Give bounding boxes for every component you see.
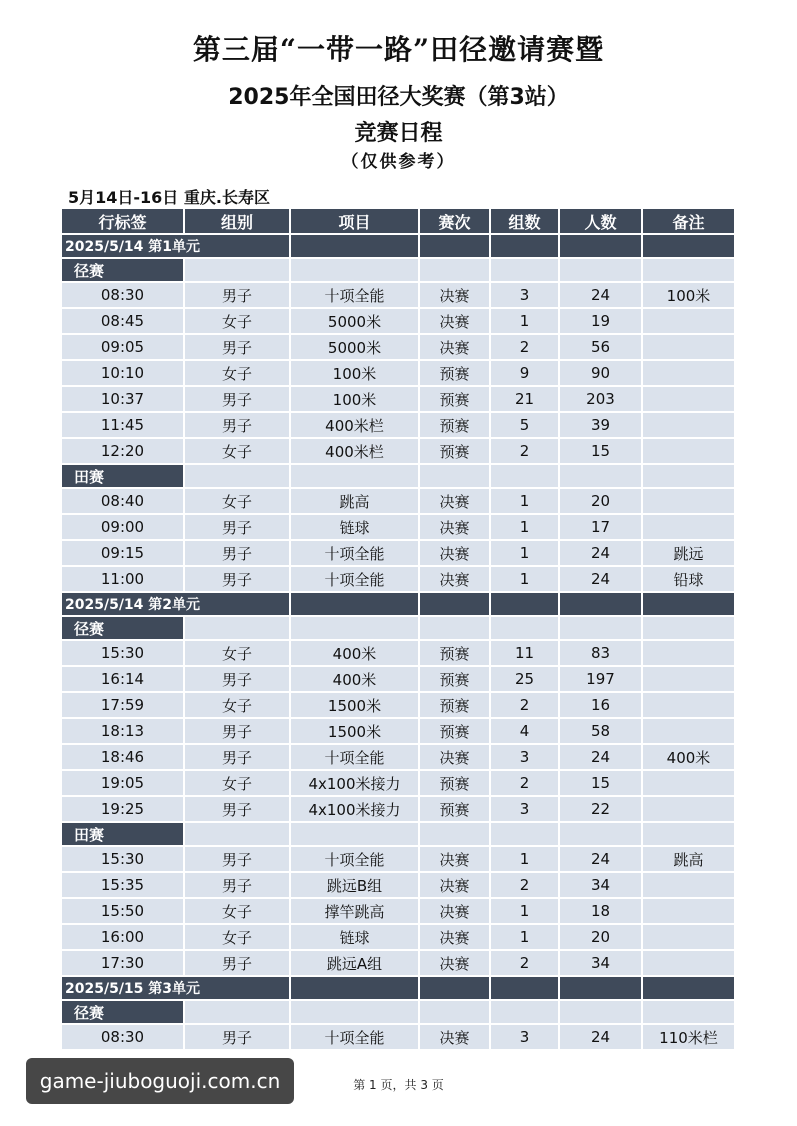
table-cell: 09:15	[62, 541, 185, 567]
table-row	[62, 641, 736, 667]
category-row	[62, 617, 736, 641]
table-cell: 2	[491, 771, 560, 797]
category-label: 径赛	[62, 259, 185, 283]
table-row	[62, 745, 736, 771]
table-cell: 4x100米接力	[291, 771, 420, 797]
table-cell: 跳远	[643, 541, 736, 567]
table-row	[62, 771, 736, 797]
table-cell: 男子	[185, 567, 291, 593]
table-cell	[643, 667, 736, 693]
table-row	[62, 361, 736, 387]
empty-cell	[560, 977, 643, 1001]
table-cell: 男子	[185, 413, 291, 439]
empty-cell	[185, 1001, 291, 1025]
table-cell: 1	[491, 567, 560, 593]
table-row	[62, 873, 736, 899]
table-cell: 18:13	[62, 719, 185, 745]
table-cell: 3	[491, 797, 560, 823]
empty-cell	[185, 823, 291, 847]
table-cell	[643, 439, 736, 465]
table-cell: 男子	[185, 283, 291, 309]
table-cell	[643, 693, 736, 719]
empty-cell	[643, 593, 736, 617]
table-cell: 预赛	[420, 693, 491, 719]
empty-cell	[491, 593, 560, 617]
empty-cell	[291, 1001, 420, 1025]
empty-cell	[491, 259, 560, 283]
table-cell: 5000米	[291, 335, 420, 361]
table-cell: 3	[491, 1025, 560, 1051]
table-header-row	[62, 209, 736, 235]
table-cell	[643, 361, 736, 387]
empty-cell	[291, 465, 420, 489]
table-cell: 24	[560, 541, 643, 567]
table-cell: 09:05	[62, 335, 185, 361]
table-cell: 08:30	[62, 1025, 185, 1051]
empty-cell	[420, 1001, 491, 1025]
table-cell: 58	[560, 719, 643, 745]
empty-cell	[560, 617, 643, 641]
table-body	[62, 235, 736, 1051]
empty-cell	[560, 593, 643, 617]
table-cell: 18	[560, 899, 643, 925]
table-cell: 15:35	[62, 873, 185, 899]
table-row	[62, 925, 736, 951]
table-cell: 十项全能	[291, 283, 420, 309]
table-cell: 十项全能	[291, 1025, 420, 1051]
table-cell: 400米	[643, 745, 736, 771]
session-row	[62, 235, 736, 259]
empty-cell	[491, 1001, 560, 1025]
table-cell: 十项全能	[291, 567, 420, 593]
table-cell	[643, 413, 736, 439]
table-cell: 决赛	[420, 745, 491, 771]
session-row	[62, 593, 736, 617]
table-cell: 15:50	[62, 899, 185, 925]
table-cell: 女子	[185, 771, 291, 797]
table-cell: 56	[560, 335, 643, 361]
table-cell: 18:46	[62, 745, 185, 771]
table-cell: 2	[491, 335, 560, 361]
session-label: 2025/5/14 第2单元	[62, 593, 291, 617]
table-cell: 20	[560, 925, 643, 951]
table-cell: 预赛	[420, 771, 491, 797]
table-cell: 25	[491, 667, 560, 693]
table-cell: 女子	[185, 309, 291, 335]
table-cell: 决赛	[420, 567, 491, 593]
empty-cell	[560, 259, 643, 283]
category-row	[62, 1001, 736, 1025]
table-row	[62, 667, 736, 693]
table-cell: 决赛	[420, 309, 491, 335]
table-cell: 24	[560, 745, 643, 771]
page-number: 第 1 页，共 3 页	[353, 1078, 444, 1092]
table-row	[62, 515, 736, 541]
table-cell: 19	[560, 309, 643, 335]
empty-cell	[420, 593, 491, 617]
empty-cell	[643, 1001, 736, 1025]
table-cell: 男子	[185, 667, 291, 693]
table-cell: 34	[560, 873, 643, 899]
table-cell: 400米	[291, 667, 420, 693]
table-row	[62, 413, 736, 439]
table-cell: 24	[560, 1025, 643, 1051]
table-cell	[643, 641, 736, 667]
table-cell: 2	[491, 693, 560, 719]
table-row	[62, 309, 736, 335]
table-cell: 女子	[185, 489, 291, 515]
table-cell: 决赛	[420, 283, 491, 309]
table-cell: 链球	[291, 515, 420, 541]
table-cell: 5000米	[291, 309, 420, 335]
header-cell: 组数	[491, 209, 560, 235]
header-cell: 行标签	[62, 209, 185, 235]
table-cell: 4	[491, 719, 560, 745]
table-cell: 决赛	[420, 515, 491, 541]
table-cell: 24	[560, 847, 643, 873]
table-cell: 11:00	[62, 567, 185, 593]
table-row	[62, 541, 736, 567]
table-cell: 197	[560, 667, 643, 693]
empty-cell	[491, 823, 560, 847]
table-cell	[643, 771, 736, 797]
table-cell: 男子	[185, 745, 291, 771]
table-cell: 预赛	[420, 719, 491, 745]
table-cell: 20	[560, 489, 643, 515]
table-cell: 男子	[185, 797, 291, 823]
table-cell: 22	[560, 797, 643, 823]
empty-cell	[643, 823, 736, 847]
site-watermark: game-jiuboguoji.com.cn	[26, 1058, 294, 1104]
table-cell: 15	[560, 771, 643, 797]
empty-cell	[491, 235, 560, 259]
table-cell: 预赛	[420, 387, 491, 413]
table-cell: 10:10	[62, 361, 185, 387]
table-cell: 1	[491, 925, 560, 951]
empty-cell	[185, 465, 291, 489]
table-cell: 17:30	[62, 951, 185, 977]
empty-cell	[643, 977, 736, 1001]
table-cell: 女子	[185, 899, 291, 925]
table-row	[62, 797, 736, 823]
table-cell: 1	[491, 515, 560, 541]
table-cell: 跳高	[291, 489, 420, 515]
table-cell: 决赛	[420, 899, 491, 925]
table-cell: 预赛	[420, 797, 491, 823]
session-row	[62, 977, 736, 1001]
table-cell: 决赛	[420, 489, 491, 515]
table-cell: 1	[491, 847, 560, 873]
empty-cell	[420, 259, 491, 283]
table-cell: 100米	[643, 283, 736, 309]
table-cell: 跳远B组	[291, 873, 420, 899]
table-cell: 十项全能	[291, 541, 420, 567]
table-row	[62, 283, 736, 309]
table-cell: 15:30	[62, 847, 185, 873]
header-cell: 备注	[643, 209, 736, 235]
empty-cell	[560, 1001, 643, 1025]
table-cell: 08:30	[62, 283, 185, 309]
table-cell: 男子	[185, 847, 291, 873]
table-cell: 24	[560, 283, 643, 309]
empty-cell	[291, 977, 420, 1001]
table-row	[62, 847, 736, 873]
category-label: 径赛	[62, 1001, 185, 1025]
category-row	[62, 259, 736, 283]
empty-cell	[643, 235, 736, 259]
table-row	[62, 693, 736, 719]
title-line-4: （仅供参考）	[341, 152, 456, 172]
table-cell: 撑竿跳高	[291, 899, 420, 925]
empty-cell	[643, 259, 736, 283]
table-cell: 15:30	[62, 641, 185, 667]
table-cell: 16:00	[62, 925, 185, 951]
table-cell: 男子	[185, 1025, 291, 1051]
table-cell: 09:00	[62, 515, 185, 541]
table-cell: 83	[560, 641, 643, 667]
table-cell: 400米栏	[291, 413, 420, 439]
table-cell: 预赛	[420, 667, 491, 693]
empty-cell	[291, 259, 420, 283]
table-row	[62, 719, 736, 745]
table-cell: 4x100米接力	[291, 797, 420, 823]
empty-cell	[291, 617, 420, 641]
table-cell: 9	[491, 361, 560, 387]
table-cell: 链球	[291, 925, 420, 951]
table-cell: 15	[560, 439, 643, 465]
table-cell	[643, 335, 736, 361]
session-label: 2025/5/15 第3单元	[62, 977, 291, 1001]
category-label: 径赛	[62, 617, 185, 641]
empty-cell	[185, 617, 291, 641]
table-cell: 90	[560, 361, 643, 387]
table-cell	[643, 309, 736, 335]
table-cell: 男子	[185, 541, 291, 567]
table-cell: 决赛	[420, 873, 491, 899]
table-cell: 12:20	[62, 439, 185, 465]
table-cell: 铅球	[643, 567, 736, 593]
table-cell: 39	[560, 413, 643, 439]
table-row	[62, 335, 736, 361]
title-line-2: 2025年全国田径大奖赛（第3站）	[228, 85, 569, 110]
table-cell: 100米	[291, 387, 420, 413]
table-cell: 跳远A组	[291, 951, 420, 977]
table-cell: 决赛	[420, 1025, 491, 1051]
table-cell: 1500米	[291, 719, 420, 745]
empty-cell	[560, 235, 643, 259]
table-cell: 3	[491, 745, 560, 771]
table-cell: 男子	[185, 719, 291, 745]
table-cell: 预赛	[420, 361, 491, 387]
schedule-table	[62, 209, 736, 1051]
table-cell: 女子	[185, 439, 291, 465]
table-cell: 11	[491, 641, 560, 667]
title-line-1: 第三届“一带一路”田径邀请赛暨	[192, 33, 605, 66]
empty-cell	[291, 823, 420, 847]
table-cell: 女子	[185, 693, 291, 719]
empty-cell	[420, 977, 491, 1001]
table-cell: 女子	[185, 641, 291, 667]
table-cell: 21	[491, 387, 560, 413]
table-cell	[643, 797, 736, 823]
empty-cell	[560, 823, 643, 847]
table-cell: 08:45	[62, 309, 185, 335]
table-cell: 2	[491, 439, 560, 465]
table-cell: 预赛	[420, 641, 491, 667]
table-cell: 男子	[185, 387, 291, 413]
table-cell: 11:45	[62, 413, 185, 439]
table-row	[62, 899, 736, 925]
location-date: 5月14日-16日 重庆.长寿区	[68, 188, 270, 207]
table-cell: 1	[491, 899, 560, 925]
empty-cell	[491, 977, 560, 1001]
table-row	[62, 387, 736, 413]
table-cell: 400米栏	[291, 439, 420, 465]
table-cell	[643, 515, 736, 541]
table-row	[62, 439, 736, 465]
table-cell: 24	[560, 567, 643, 593]
table-cell: 决赛	[420, 925, 491, 951]
table-cell: 1	[491, 309, 560, 335]
empty-cell	[291, 235, 420, 259]
table-cell: 2	[491, 951, 560, 977]
table-cell: 19:05	[62, 771, 185, 797]
table-row	[62, 489, 736, 515]
empty-cell	[291, 593, 420, 617]
table-cell: 16	[560, 693, 643, 719]
header-cell: 组别	[185, 209, 291, 235]
table-cell: 十项全能	[291, 847, 420, 873]
table-cell	[643, 387, 736, 413]
table-cell: 预赛	[420, 439, 491, 465]
table-cell: 男子	[185, 873, 291, 899]
table-cell: 女子	[185, 925, 291, 951]
table-cell: 男子	[185, 335, 291, 361]
table-cell: 决赛	[420, 541, 491, 567]
empty-cell	[420, 617, 491, 641]
table-cell	[643, 489, 736, 515]
table-cell	[643, 951, 736, 977]
table-cell: 100米	[291, 361, 420, 387]
table-cell: 10:37	[62, 387, 185, 413]
table-cell: 203	[560, 387, 643, 413]
table-cell: 男子	[185, 951, 291, 977]
table-cell	[643, 873, 736, 899]
table-row	[62, 567, 736, 593]
table-cell: 110米栏	[643, 1025, 736, 1051]
title-line-3: 竞赛日程	[354, 121, 443, 146]
empty-cell	[420, 823, 491, 847]
category-row	[62, 823, 736, 847]
header-cell: 人数	[560, 209, 643, 235]
empty-cell	[491, 465, 560, 489]
header-cell: 赛次	[420, 209, 491, 235]
table-cell: 决赛	[420, 847, 491, 873]
table-cell: 1	[491, 541, 560, 567]
header-cell: 项目	[291, 209, 420, 235]
empty-cell	[560, 465, 643, 489]
table-cell: 34	[560, 951, 643, 977]
table-cell: 1	[491, 489, 560, 515]
table-cell: 预赛	[420, 413, 491, 439]
table-cell: 女子	[185, 361, 291, 387]
table-cell	[643, 719, 736, 745]
table-cell: 决赛	[420, 335, 491, 361]
table-row	[62, 1025, 736, 1051]
table-cell: 3	[491, 283, 560, 309]
empty-cell	[643, 617, 736, 641]
table-row	[62, 951, 736, 977]
table-cell: 19:25	[62, 797, 185, 823]
category-label: 田赛	[62, 823, 185, 847]
table-cell: 5	[491, 413, 560, 439]
table-cell: 08:40	[62, 489, 185, 515]
table-cell: 1500米	[291, 693, 420, 719]
empty-cell	[420, 465, 491, 489]
empty-cell	[491, 617, 560, 641]
table-cell	[643, 899, 736, 925]
table-cell: 男子	[185, 515, 291, 541]
table-cell: 17:59	[62, 693, 185, 719]
table-cell: 跳高	[643, 847, 736, 873]
table-cell	[643, 925, 736, 951]
empty-cell	[185, 259, 291, 283]
session-label: 2025/5/14 第1单元	[62, 235, 291, 259]
table-cell: 决赛	[420, 951, 491, 977]
table-cell: 400米	[291, 641, 420, 667]
empty-cell	[643, 465, 736, 489]
category-label: 田赛	[62, 465, 185, 489]
table-cell: 2	[491, 873, 560, 899]
category-row	[62, 465, 736, 489]
empty-cell	[420, 235, 491, 259]
table-cell: 16:14	[62, 667, 185, 693]
table-cell: 十项全能	[291, 745, 420, 771]
table-cell: 17	[560, 515, 643, 541]
